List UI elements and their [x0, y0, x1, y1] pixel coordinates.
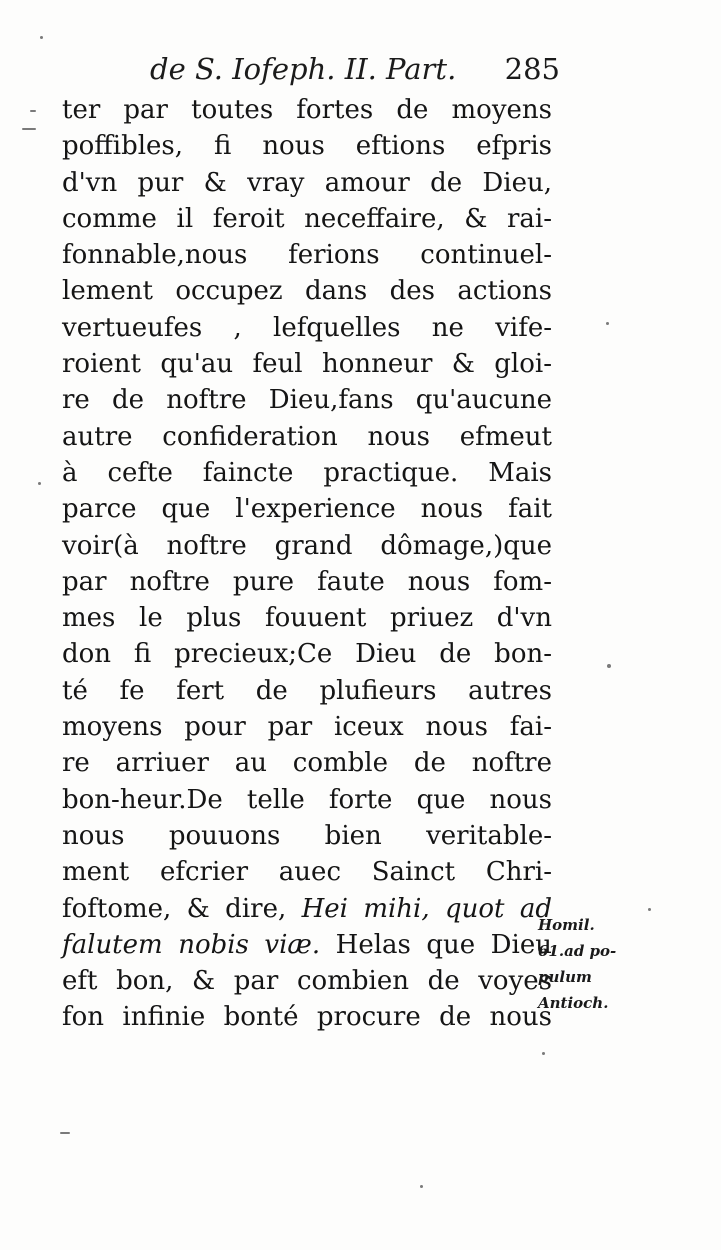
ink-speck: [22, 128, 36, 130]
margin-note-line: 61.ad po-: [538, 942, 617, 960]
text-line: re de noftre Dieu,fans qu'aucune: [62, 385, 552, 416]
text-line: comme il feroit neceffaire, & rai-: [62, 203, 552, 234]
ink-speck: [606, 322, 609, 325]
text-line: poffibles, fi nous eftions efpris: [62, 131, 552, 162]
margin-note: [538, 912, 648, 1016]
body-text: [62, 92, 552, 1036]
text-line: nous pouuons bien veritable-: [62, 820, 552, 851]
ink-speck: [40, 36, 43, 39]
text-line: re arriuer au comble de noftre: [62, 748, 552, 779]
quote-tail: Helas que Dieu: [320, 929, 552, 960]
quote-lead: foftome, & dire,: [62, 893, 302, 924]
text-line: don fi precieux;Ce Dieu de bon-: [62, 639, 552, 670]
ink-speck: [542, 1052, 545, 1055]
margin-note-line: Homil.: [538, 916, 595, 934]
text-line: fonnable,nous ferions continuel-: [62, 240, 552, 271]
ink-speck: [420, 1185, 423, 1188]
margin-note-line: Antioch.: [538, 994, 609, 1012]
text-line: à cefte faincte practique. Mais: [62, 457, 552, 488]
latin-quote-start: Hei mihi, quot ad: [301, 893, 552, 924]
text-line: par noftre pure faute nous fom-: [62, 566, 552, 597]
text-line: té fe fert de plufieurs autres: [62, 675, 552, 706]
ink-speck: [38, 482, 41, 485]
text-line: eft bon, & par combien de voyes: [62, 966, 552, 997]
text-line: ter par toutes fortes de moyens: [62, 95, 552, 125]
text-line: lement occupez dans des actions: [62, 276, 552, 307]
text-line: voir(à noftre grand dômage,)que: [62, 530, 552, 561]
text-line: roient qu'au feul honneur & gloi-: [62, 349, 552, 380]
running-head: [150, 48, 560, 92]
ink-speck: [60, 1132, 70, 1134]
text-line-with-quote: [62, 927, 552, 963]
text-line: autre confideration nous efmeut: [62, 421, 552, 452]
text-line: fon infinie bonté procure de nous: [62, 1002, 552, 1033]
margin-note-line: pulum: [538, 968, 592, 986]
text-line: d'vn pur & vray amour de Dieu,: [62, 167, 552, 198]
ink-speck: [30, 110, 36, 112]
text-line: parce que l'experience nous fait: [62, 494, 552, 525]
latin-quote-end: falutem nobis viæ.: [62, 929, 321, 960]
text-line-with-quote: [62, 891, 552, 927]
text-line: vertueufes , lefquelles ne vife-: [62, 312, 552, 343]
ink-speck: [648, 908, 651, 911]
ink-speck: [607, 664, 611, 668]
page-number: 285: [504, 52, 560, 86]
text-line: mes le plus fouuent priuez d'vn: [62, 603, 552, 634]
text-line: ment efcrier auec Sainct Chri-: [62, 857, 552, 888]
text-line: moyens pour par iceux nous fai-: [62, 712, 552, 743]
running-title: de S. Iofeph. II. Part.: [150, 52, 457, 86]
text-line: bon-heur.De telle forte que nous: [62, 784, 552, 815]
